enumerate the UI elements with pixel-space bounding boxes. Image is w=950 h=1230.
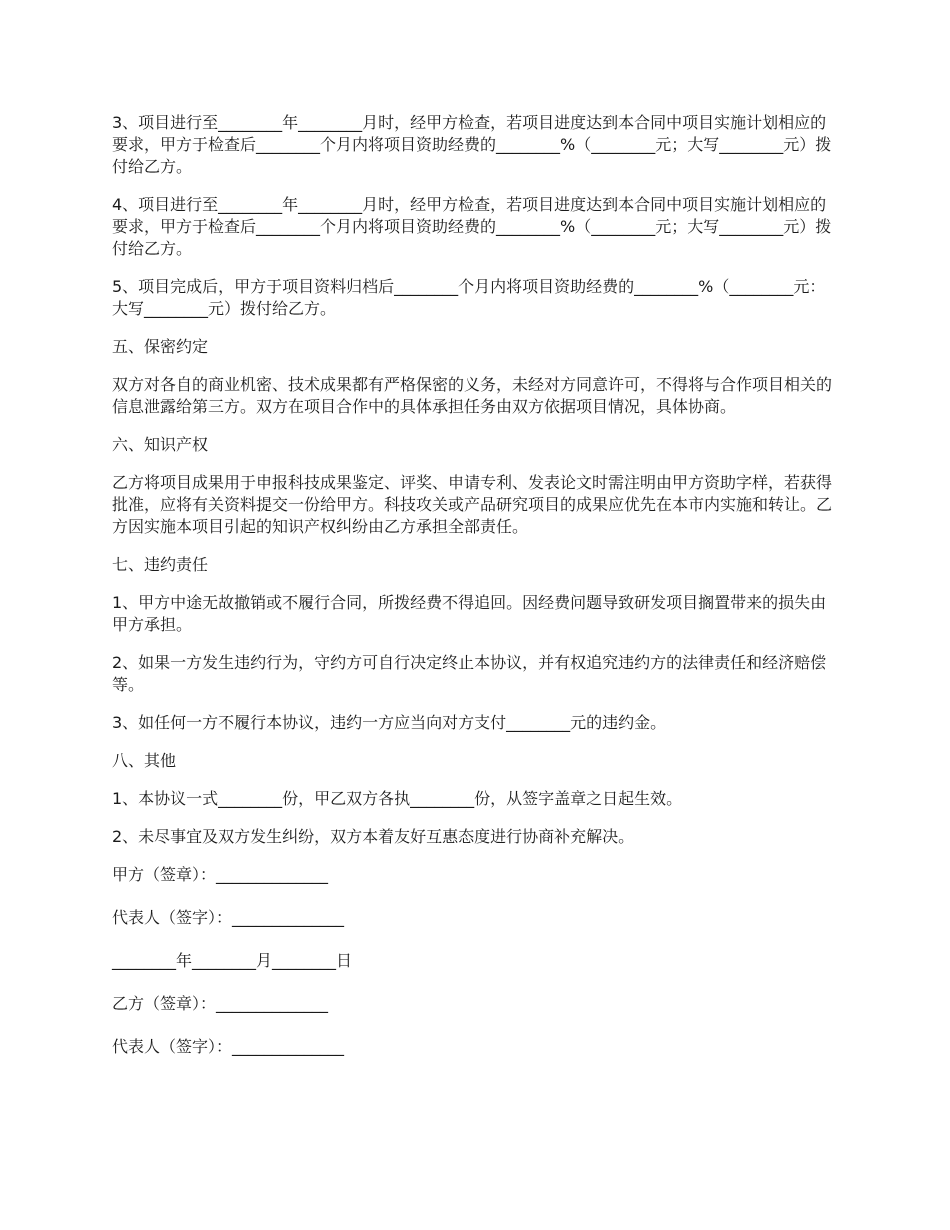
section-7-item-3: 3、如任何一方不履行本协议，违约一方应当向对方支付________元的违约金。: [112, 713, 667, 732]
clause-4: 4、项目进行至________年________月时，经甲方检查，若项目进度达到本合同中项目实施计划相应的要求，甲方于检查后________个月内将项目资助经费的________%（________元；大写________元）拨付给乙方。: [112, 195, 832, 258]
section-5-body: 双方对各自的商业机密、技术成果都有严格保密的义务，未经对方同意许可，不得将与合作项目相关的信息泄露给第三方。双方在项目合作中的具体承担任务由双方依据项目情况，具体协商。: [112, 375, 833, 416]
section-7-title: 七、违约责任: [112, 555, 209, 574]
section-5-title: 五、保密约定: [112, 337, 209, 356]
party-b-seal-line: 乙方（签章）：______________: [112, 994, 329, 1013]
contract-page: [112, 112, 840, 1079]
section-7-item-1: 1、甲方中途无故撤销或不履行合同，所拨经费不得追回。因经费问题导致研发项目搁置带来的损失由甲方承担。: [112, 593, 827, 634]
clause-3: 3、项目进行至________年________月时，经甲方检查，若项目进度达到本合同中项目实施计划相应的要求，甲方于检查后________个月内将项目资助经费的________%（________元；大写________元）拨付给乙方。: [112, 113, 832, 176]
section-6-body: 乙方将项目成果用于申报科技成果鉴定、评奖、申请专利、发表论文时需注明由甲方资助字样，若获得批准，应将有关资料提交一份给甲方。科技攻关或产品研究项目的成果应优先在本市内实施和转让。乙方因实施本项目引起的知识产权纠纷由乙方承担全部责任。: [112, 473, 833, 536]
party-b-representative-line: 代表人（签字）：______________: [112, 1037, 345, 1056]
party-a-representative-line: 代表人（签字）：______________: [112, 908, 345, 927]
party-a-seal-line: 甲方（签章）：______________: [112, 865, 329, 884]
clause-5: 5、项目完成后，甲方于项目资料归档后________个月内将项目资助经费的________%（________元：大写________元）拨付给乙方。: [112, 277, 826, 318]
section-8-item-1: 1、本协议一式________份，甲乙双方各执________份，从签字盖章之日起生效。: [112, 789, 683, 808]
section-8-title: 八、其他: [112, 751, 177, 770]
section-8-item-2: 2、未尽事宜及双方发生纠纷，双方本着友好互惠态度进行协商补充解决。: [112, 827, 635, 846]
signing-date-line: ________年________月________日: [112, 951, 353, 970]
section-6-title: 六、知识产权: [112, 435, 209, 454]
section-7-item-2: 2、如果一方发生违约行为，守约方可自行决定终止本协议，并有权追究违约方的法律责任和经济赔偿等。: [112, 653, 827, 694]
